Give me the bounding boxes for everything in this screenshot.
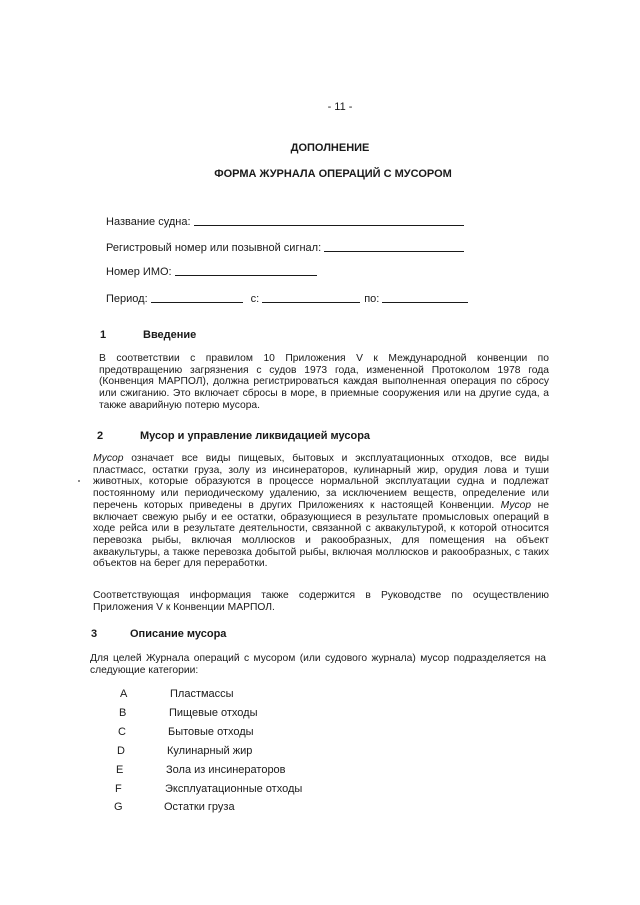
period-label: Период: [106, 293, 148, 305]
category-letter: E [116, 764, 124, 776]
reg-number-blank [324, 250, 464, 252]
annex-heading: ДОПОЛНЕНИЕ [290, 142, 370, 154]
from-blank [262, 301, 360, 303]
ship-name-field [106, 216, 464, 228]
to-label: по: [364, 293, 380, 305]
section-2-number: 2 [97, 430, 104, 442]
section-1-title: Введение [143, 329, 197, 341]
category-label: Пластмассы [170, 688, 234, 700]
form-title: ФОРМА ЖУРНАЛА ОПЕРАЦИЙ С МУСОРОМ [214, 168, 452, 180]
category-letter: C [118, 726, 126, 738]
category-label: Зола из инсинераторов [166, 764, 286, 776]
category-label: Кулинарный жир [167, 745, 253, 757]
imo-number-label: Номер ИМО: [106, 266, 172, 278]
category-label: Эксплуатационные отходы [165, 783, 303, 795]
imo-number-blank [175, 274, 317, 276]
garbage-term-2: Мусор [500, 499, 532, 511]
section-1-text: В соответствии с правилом 10 Приложения V к Международной конвенции по предотвращению загрязнения с судов 1973 года, измененной Протоколом 1978 года (Конвенция МАРПОЛ), должна регистрироваться каждая выполненная операция по сбросу или сжиганию. Это включает сбросы в море, в приемные сооружения или на другие суда, а также аварийную потерю мусора. [99, 353, 549, 411]
ship-name-blank [194, 224, 464, 226]
garbage-term: Мусор [93, 453, 124, 464]
category-label: Бытовые отходы [168, 726, 254, 738]
period-blank [151, 301, 243, 303]
section-3-text: Для целей Журнала операций с мусором (или судового журнала) мусор подразделяется на следующие категории: [90, 653, 546, 676]
reg-number-field [106, 242, 464, 254]
ship-name-label: Название судна: [106, 216, 191, 228]
category-letter: G [114, 801, 123, 813]
category-letter: A [120, 688, 128, 700]
to-blank [382, 301, 468, 303]
section-3-title: Описание мусора [130, 628, 227, 640]
from-label: с: [250, 293, 260, 305]
category-letter: B [119, 707, 127, 719]
section-1-number: 1 [100, 329, 107, 341]
category-letter: F [115, 783, 122, 795]
category-label: Пищевые отходы [169, 707, 258, 719]
section-3-number: 3 [91, 628, 98, 640]
period-field [106, 293, 468, 305]
scan-speck [78, 480, 80, 482]
reg-number-label: Регистровый номер или позывной сигнал: [106, 242, 322, 254]
section-2-text: Мусор означает все виды пищевых, бытовых и эксплуатационных отходов, все виды пластмасс, остатки груза, золу из инсинераторов, кулинарный жир, орудия лова и туши животных, которые образуются в процессе нормальной эксплуатации судна и подлежат постоянному или периодическому удалению, за исключением веществ, определение или перечень которых приведены в других Приложениях к настоящей Конвенции. Мусор не включает свежую рыбу и ее остатки, образующиеся в результате промысловых операций в ходе рейса или в результате деятельности, связанной с аквакультурой, к которой относится перевозка рыбы, включая моллюсков и ракообразных, для помещения на объект аквакультуры, а также перевозка добытой рыбы, включая моллюсков и ракообразных, с таких объектов на берег для переработки. [93, 453, 549, 570]
imo-number-field [106, 266, 317, 278]
section-2-title: Мусор и управление ликвидацией мусора [140, 430, 371, 442]
section-2-guidance-text: Соответствующая информация также содержится в Руководстве по осуществлению Приложения V к Конвенции МАРПОЛ. [93, 590, 549, 613]
page-number: - 11 - [327, 101, 353, 113]
category-label: Остатки груза [164, 801, 235, 813]
category-letter: D [117, 745, 125, 757]
